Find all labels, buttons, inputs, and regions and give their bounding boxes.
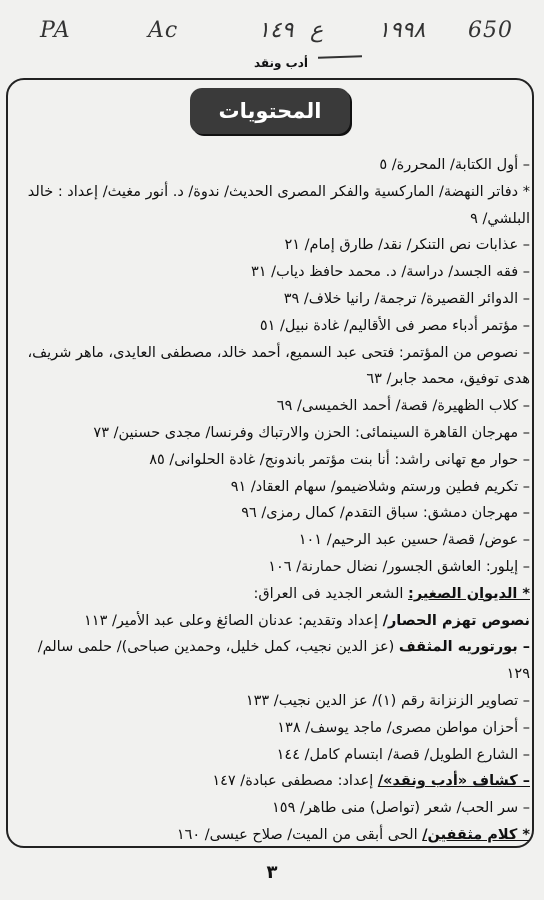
handwritten-note: ١٤٩ (258, 18, 294, 43)
table-of-contents (14, 152, 530, 849)
magazine-name: أدب ونقد (253, 56, 308, 70)
toc-section-heading: – كشاف «أدب ونقد»/ إعداد: مصطفى عبادة/ ١٤٧ (212, 773, 530, 790)
toc-entry: نصوص تهزم الحصار/ إعداد وتقديم: عدنان الصائغ وعلى عبد الأمير/ ١١٣ (84, 612, 530, 629)
toc-entry: – أول الكتابة/ المحررة/ ٥ (379, 157, 530, 173)
toc-section-heading: * كلام مثقفين/ الحى أبقى من الميت/ صلاح عيسى/ ١٦٠ (176, 826, 530, 843)
toc-entry: – إيلور: العاشق الجسور/ نضال حمارنة/ ١٠٦ (268, 558, 530, 575)
toc-entry: – تكريم فطين ورستم وشلاضيمو/ سهام العقاد/ ٩١ (230, 478, 530, 495)
toc-entry: – مهرجان دمشق: سباق التقدم/ كمال رمزى/ ٩٦ (241, 505, 530, 522)
handwritten-note: PA (40, 18, 71, 43)
toc-entry: – فقه الجسد/ دراسة/ د. محمد حافظ دياب/ ٣١ (251, 264, 530, 281)
toc-entry: – مؤتمر أدباء مصر فى الأقاليم/ غادة نبيل/ ٥١ (259, 317, 530, 334)
toc-entry: – سر الحب/ شعر (تواصل) منى طاهر/ ١٥٩ (272, 800, 530, 817)
toc-entry: – عذابات نص التنكر/ نقد/ طارق إمام/ ٢١ (284, 237, 530, 254)
toc-entry: – كلاب الظهيرة/ قصة/ أحمد الخميسى/ ٦٩ (276, 398, 530, 415)
handwritten-underline (318, 55, 362, 59)
page-title: المحتويات (190, 88, 350, 134)
page-number: ٣ (266, 862, 278, 883)
handwritten-note: ع (310, 18, 324, 43)
handwritten-note: Ac (148, 18, 179, 43)
toc-entry: – مهرجان القاهرة السينمائى: الحزن والارتباك وفرنسا/ مجدى حسنين/ ٧٣ (93, 424, 530, 441)
toc-section-heading: * الديوان الصغير: الشعر الجديد فى العراق: (253, 585, 530, 602)
toc-entry: – عوض/ قصة/ حسين عبد الرحيم/ ١٠١ (298, 532, 530, 549)
handwritten-note: 650 (468, 18, 513, 43)
toc-entry: – حوار مع تهانى راشد: أنا بنت مؤتمر باندونج/ غادة الحلوانى/ ٨٥ (149, 451, 530, 468)
handwritten-header (0, 14, 544, 54)
toc-entry: – الدوائر القصيرة/ ترجمة/ رانيا خلاف/ ٣٩ (283, 290, 530, 307)
toc-entry: – تصاوير الزنزانة رقم (١)/ عز الدين نجيب/ ١٣٣ (245, 692, 530, 709)
toc-entry: – بورتوريه المثقف (عز الدين نجيب، كمل خليل، وحمدين صباحى)/ حلمى سالم/ ١٢٩ (37, 639, 530, 683)
toc-entry: – نصوص من المؤتمر: فتحى عبد السميع، أحمد خالد، مصطفى العايدى، ماهر شريف، هدى توفيق، محمد جابر/ ٦٣ (27, 344, 530, 388)
toc-entry: – الشارع الطويل/ قصة/ ابتسام كامل/ ١٤٤ (276, 746, 530, 763)
toc-entry: – أحزان مواطن مصرى/ ماجد يوسف/ ١٣٨ (277, 719, 530, 736)
handwritten-note: ١٩٩٨ (378, 18, 426, 43)
toc-entry: * دفاتر النهضة/ الماركسية والفكر المصرى الحديث/ ندوة/ د. أنور مغيث/ إعداد : خالد البلشي/ ٩ (27, 183, 530, 227)
